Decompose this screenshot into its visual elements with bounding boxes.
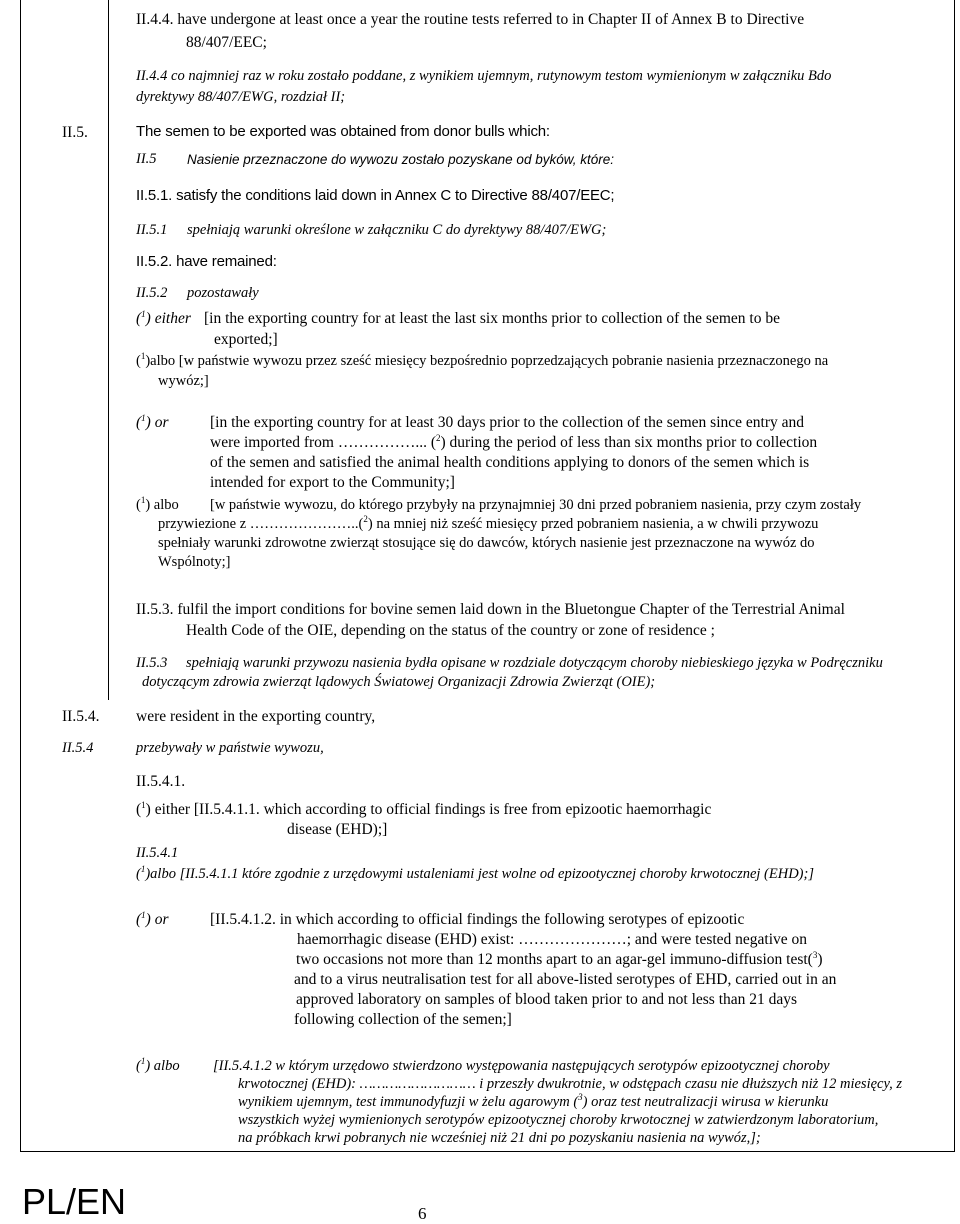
option-either-text: [in the exporting country for at least the last six months prior to collection of the semen to be <box>204 310 780 327</box>
clause-pl-II-5-2: pozostawały <box>187 285 259 301</box>
option-or-text-2: were imported from ……………... ($^2$) during the period of less than six months prior to collection <box>210 432 818 451</box>
footer-language-code: PL/EN <box>22 1181 127 1222</box>
clause-en-II-4-4: II.4.4. have undergone at least once a year the routine tests referred to in Chapter II of Annex B to Directive <box>136 11 805 28</box>
option-or-ehd-text-4: and to a virus neutralisation test for all above-listed serotypes of EHD, carried out in an <box>294 971 837 988</box>
clause-en-II-4-4-cont: 88/407/EEC; <box>186 34 267 51</box>
option-or-ehd-text-2: haemorrhagic disease (EHD) exist: …………………; and were tested negative on <box>297 931 808 948</box>
option-or-ehd-text-3: two occasions not more than 12 months apart to an agar-gel immuno-diffusion test($^3$) <box>296 949 823 968</box>
clause-en-II-5-4: were resident in the exporting country, <box>136 708 376 725</box>
option-albo-2-text-4: Wspólnoty;] <box>158 554 231 570</box>
option-either-marker: ($^1$) either <box>136 308 191 327</box>
frame-bottom-border <box>20 1151 955 1152</box>
page-number: 6 <box>418 1204 427 1223</box>
option-or-ehd-marker: ($^1$) or <box>136 909 169 928</box>
clause-en-II-5-1: II.5.1. satisfy the conditions laid down in Annex C to Directive 88/407/EEC; <box>136 187 615 204</box>
frame-right-border <box>954 0 955 1152</box>
frame-left-border <box>20 0 21 1152</box>
clause-number-pl-II-5-4-1: II.5.4.1 <box>136 845 179 861</box>
option-albo-ehd-2-text: [II.5.4.1.2 w którym urzędowo stwierdzono występowania następujących serotypów epizootycznej choroby <box>213 1058 830 1074</box>
clause-en-II-5-2: II.5.2. have remained: <box>136 253 277 270</box>
option-or-marker: ($^1$) or <box>136 412 169 431</box>
clause-number-II-5-4-1: II.5.4.1. <box>136 773 186 790</box>
clause-number-pl-II-5-3: II.5.3 <box>136 655 168 671</box>
section-number-II-5-4: II.5.4. <box>62 708 100 725</box>
option-albo-ehd-2-text-5: na próbkach krwi pobranych nie wcześniej niż 21 dni po pozyskaniu nasienia na wywóz,]; <box>238 1130 761 1146</box>
clause-number-pl-II-5-1: II.5.1 <box>136 222 168 238</box>
option-either-text-cont: exported;] <box>214 331 278 348</box>
option-or-text: [in the exporting country for at least 30 days prior to the collection of the semen since entry and <box>210 414 804 431</box>
clause-pl-II-5-1: spełniają warunki określone w załączniku C do dyrektywy 88/407/EWG; <box>187 222 607 238</box>
clause-en-II-5-3-cont: Health Code of the OIE, depending on the status of the country or zone of residence ; <box>186 622 715 639</box>
clause-pl-II-5-4: przebywały w państwie wywozu, <box>136 740 324 756</box>
clause-en-II-5-3: II.5.3. fulfil the import conditions for bovine semen laid down in the Bluetongue Chapter of the Terrestrial Animal <box>136 601 845 618</box>
section-number-pl-II-5: II.5 <box>136 151 157 167</box>
option-or-text-3: of the semen and satisfied the animal health conditions applying to donors of the semen which is <box>210 454 810 471</box>
option-albo-2-text-3: spełniały warunki zdrowotne zwierząt stosujące się do dawców, których nasienie jest przeznaczone na wywóz do <box>158 535 815 551</box>
clause-pl-II-5-3: spełniają warunki przywozu nasienia bydła opisane w rozdziale dotyczącym choroby niebieskiego języka w Podręczniku <box>186 655 883 671</box>
clause-pl-II-4-4: II.4.4 co najmniej raz w roku zostało poddane, z wynikiem ujemnym, rutynowym testom wymienionym w załączniku Bdo <box>136 68 832 84</box>
option-albo-2-text: [w państwie wywozu, do którego przybyły na przynajmniej 30 dni przed pobraniem nasienia, przy czym zostały <box>210 497 862 513</box>
option-albo-2-text-2: przywiezione z …………………..($^2$) na mniej niż sześć miesięcy przed pobraniem nasienia, a w chwili przywozu <box>158 514 819 532</box>
option-either-ehd-cont: disease (EHD);] <box>287 821 388 838</box>
option-albo-ehd-2-text-3: wynikiem ujemnym, test immunodyfuzji w żelu agarowym ($^3$) oraz test neutralizacji wirusa w kierunku <box>238 1092 829 1110</box>
section-title-en-II-5: The semen to be exported was obtained from donor bulls which: <box>136 123 550 140</box>
option-either-ehd: ($^1$) either [II.5.4.1.1. which according to official findings is free from epizootic haemorrhagic <box>136 799 712 818</box>
option-albo-ehd-2-text-4: wszystkich wyżej wymienionych serotypów epizootycznej choroby krwotocznej w zatwierdzonym laboratorium, <box>238 1112 879 1128</box>
clause-pl-II-5-3-cont: dotyczącym zdrowia zwierząt lądowych Światowej Organizacji Zdrowia Zwierząt (OIE); <box>142 674 656 690</box>
option-or-ehd-text-5: approved laboratory on samples of blood taken prior to and not less than 21 days <box>296 991 798 1008</box>
clause-number-pl-II-5-2: II.5.2 <box>136 285 168 301</box>
option-albo-text: ($^1$)albo [w państwie wywozu przez sześć miesięcy bezpośrednio poprzedzających pobranie nasienia przeznaczonego na <box>136 351 829 369</box>
option-albo-ehd-2-text-2: krwotocznej (EHD): ……………………… i przeszły dwukrotnie, w odstępach czasu nie dłuższych niż 12 miesięcy, z <box>238 1076 903 1092</box>
option-albo-ehd-2-marker: ($^1$) albo <box>136 1056 180 1074</box>
option-or-ehd-text-6: following collection of the semen;] <box>294 1011 512 1028</box>
option-albo-2-marker: ($^1$) albo <box>136 495 179 513</box>
option-or-ehd-text: [II.5.4.1.2. in which according to official findings the following serotypes of epizootic <box>210 911 745 928</box>
option-albo-ehd: ($^1$)albo [II.5.4.1.1 które zgodnie z urzędowymi ustaleniami jest wolne od epizootycznej choroby krwotocznej (EHD);] <box>136 864 814 882</box>
margin-divider <box>108 0 109 700</box>
option-albo-text-cont: wywóz;] <box>158 373 209 389</box>
section-title-pl-II-5: Nasienie przeznaczone do wywozu zostało pozyskane od byków, które: <box>187 152 614 167</box>
section-number-II-5: II.5. <box>62 124 88 141</box>
section-number-pl-II-5-4: II.5.4 <box>62 740 94 756</box>
clause-pl-II-4-4-cont: dyrektywy 88/407/EWG, rozdział II; <box>136 89 346 105</box>
option-or-text-4: intended for export to the Community;] <box>210 474 455 491</box>
